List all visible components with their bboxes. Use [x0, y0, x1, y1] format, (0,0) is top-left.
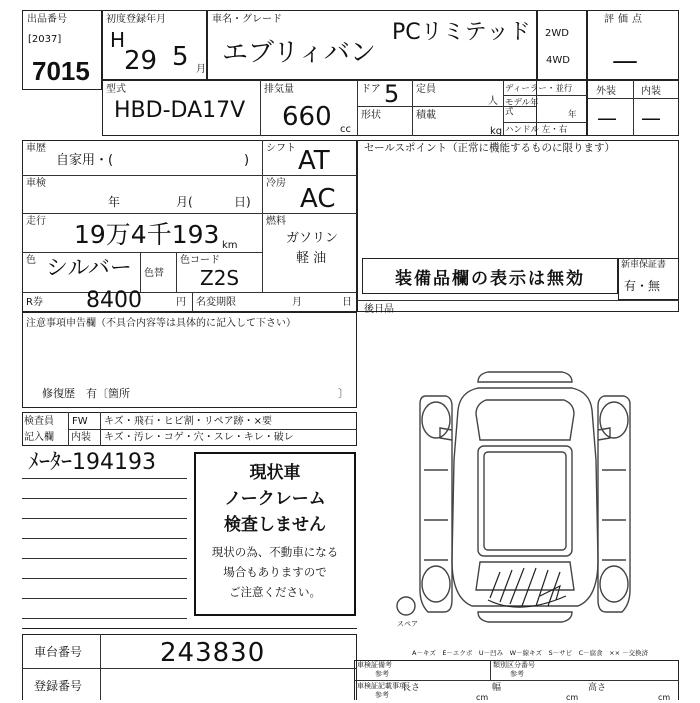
- length-unit: cm: [476, 693, 489, 702]
- fuel-diesel: 軽 油: [296, 251, 327, 266]
- reg-month: 5: [172, 42, 189, 72]
- lot-number: 7015: [32, 56, 90, 86]
- use-value: 自家用・(: [56, 153, 114, 168]
- meter-memo: ﾒｰﾀｰ194193: [28, 450, 156, 475]
- stamp-line-1: 現状車: [249, 463, 301, 482]
- equipment-banner-text: 装備品欄の表示は無効: [395, 268, 585, 288]
- name-change-month: 月: [292, 297, 302, 308]
- cert-dims-label: 車検証記載事項: [357, 682, 406, 690]
- sales-point-title: セールスポイント（正常に機能するものに限ります）: [364, 142, 616, 154]
- load-label: 積載: [416, 110, 436, 121]
- stamp-line-4: 現状の為、不動車になる: [211, 545, 339, 559]
- cert-dims-sub: 参考: [375, 691, 389, 699]
- registration-label: 登録番号: [34, 679, 83, 693]
- inspection-month-unit: 月(: [176, 195, 193, 209]
- handle-label: ハンドル 左・右: [505, 125, 568, 135]
- interior-insp-label: 内装: [71, 432, 91, 443]
- km-unit: km: [222, 240, 238, 251]
- model-label: 型式: [106, 84, 126, 95]
- shift-value: AT: [298, 146, 330, 176]
- recycle-amount: 8400: [86, 288, 142, 313]
- reg-year: 29: [124, 46, 158, 76]
- door-count: 5: [384, 80, 400, 108]
- warranty-value: 有・無: [624, 279, 661, 293]
- stamp-line-5: 場合もありますので: [223, 565, 327, 579]
- fw-items: キズ・飛石・ヒビ割・リペア跡・×要: [104, 416, 272, 427]
- interior-label: 内装: [641, 86, 661, 97]
- car-name: エブリィバン: [222, 38, 376, 68]
- inspector-label: 検査員: [24, 416, 54, 427]
- exterior-label: 外装: [596, 86, 616, 97]
- car-name-label: 車名・グレード: [212, 14, 282, 25]
- month-unit: 月: [196, 64, 206, 75]
- shape-label: 形状: [361, 110, 381, 121]
- notes-title: 注意事項申告欄（不具合内容等は具体的に記入して下さい）: [26, 318, 296, 329]
- chassis-label: 車台番号: [34, 645, 83, 659]
- height-label: 高さ: [588, 683, 607, 693]
- use-close: ): [244, 153, 250, 168]
- model-year-unit: 年: [568, 110, 577, 120]
- color-value: シルバー: [46, 256, 132, 281]
- lot-number-label: 出品番号: [27, 14, 67, 25]
- color-code-label: 色コード: [180, 255, 220, 266]
- drive-4wd: 4WD: [546, 55, 570, 66]
- mileage-label: 走行: [26, 216, 46, 227]
- warranty-label: 新車保証書: [621, 260, 667, 270]
- inspection-year-unit: 年: [108, 195, 121, 209]
- name-change-label: 名変期限: [196, 297, 236, 308]
- stamp-line-3: 検査しません: [224, 515, 326, 534]
- eval-label: 評価点: [604, 14, 646, 25]
- color-change-label: 色替: [144, 268, 164, 279]
- first-reg-label: 初度登録年月: [106, 14, 166, 25]
- fw-label: FW: [72, 416, 88, 427]
- lot-sub-number: [2037]: [28, 34, 62, 45]
- width-label: 幅: [492, 683, 502, 693]
- recycle-label: R券: [26, 297, 43, 308]
- chassis-number: 243830: [160, 638, 266, 668]
- fuel-label: 燃料: [266, 216, 286, 227]
- capacity-label: 定員: [416, 84, 436, 95]
- stamp-line-6: ご注意ください。: [229, 585, 321, 599]
- interior-insp-items: キズ・汚レ・コゲ・穴・スレ・キレ・破レ: [104, 432, 294, 443]
- dealer-label: ディーラー・並行: [505, 84, 573, 94]
- cert-note-sub: 参考: [375, 670, 389, 678]
- inspection-label: 車検: [26, 178, 46, 189]
- mileage: 19万4千193: [74, 220, 220, 249]
- era: H: [110, 28, 126, 52]
- class-number-sub: 参考: [510, 670, 524, 678]
- inspector-entry-label: 記入欄: [24, 432, 54, 443]
- post-items-label: 後日品: [364, 304, 394, 315]
- model-code: HBD-DA17V: [114, 98, 246, 123]
- class-number-label: 類別区分番号: [493, 661, 535, 669]
- eval-value: —: [612, 46, 638, 76]
- capacity-unit: 人: [488, 96, 498, 107]
- fuel-gasoline: ガソリン: [286, 231, 339, 246]
- shift-label: シフト: [266, 143, 296, 154]
- name-change-day: 日: [342, 297, 352, 308]
- model-year-label: モデル年式: [505, 98, 539, 117]
- yen-unit: 円: [176, 297, 186, 308]
- color-label: 色: [26, 255, 36, 266]
- repair-history-close: 〕: [338, 387, 349, 400]
- use-label: 車歴: [26, 143, 46, 154]
- grade: PCリミテッド: [392, 20, 531, 45]
- damage-legend: A－キズ E－エクボ U－凹み W－線キズ S－サビ C－腐食 ×× －交換済: [412, 649, 649, 657]
- repair-history: 修復歴 有〔箇所: [42, 387, 130, 400]
- interior-score: —: [641, 106, 661, 130]
- cert-note-label: 車検証備考: [357, 661, 392, 669]
- inspection-day-unit: 日): [234, 195, 251, 209]
- width-unit: cm: [566, 693, 579, 702]
- door-label: ドア: [361, 84, 381, 95]
- cc-unit: cc: [340, 124, 351, 135]
- ac-value: AC: [300, 184, 336, 214]
- drive-2wd: 2WD: [545, 28, 569, 39]
- displacement-label: 排気量: [264, 84, 294, 95]
- load-unit: kg: [490, 126, 503, 137]
- spare-label: スペア: [397, 620, 418, 628]
- displacement: 660: [282, 102, 332, 132]
- height-unit: cm: [658, 693, 671, 702]
- stamp-line-2: ノークレーム: [224, 489, 326, 508]
- ac-label: 冷房: [266, 178, 286, 189]
- color-code: Z2S: [200, 266, 240, 290]
- exterior-score: —: [597, 106, 617, 130]
- length-label: 長さ: [402, 683, 421, 693]
